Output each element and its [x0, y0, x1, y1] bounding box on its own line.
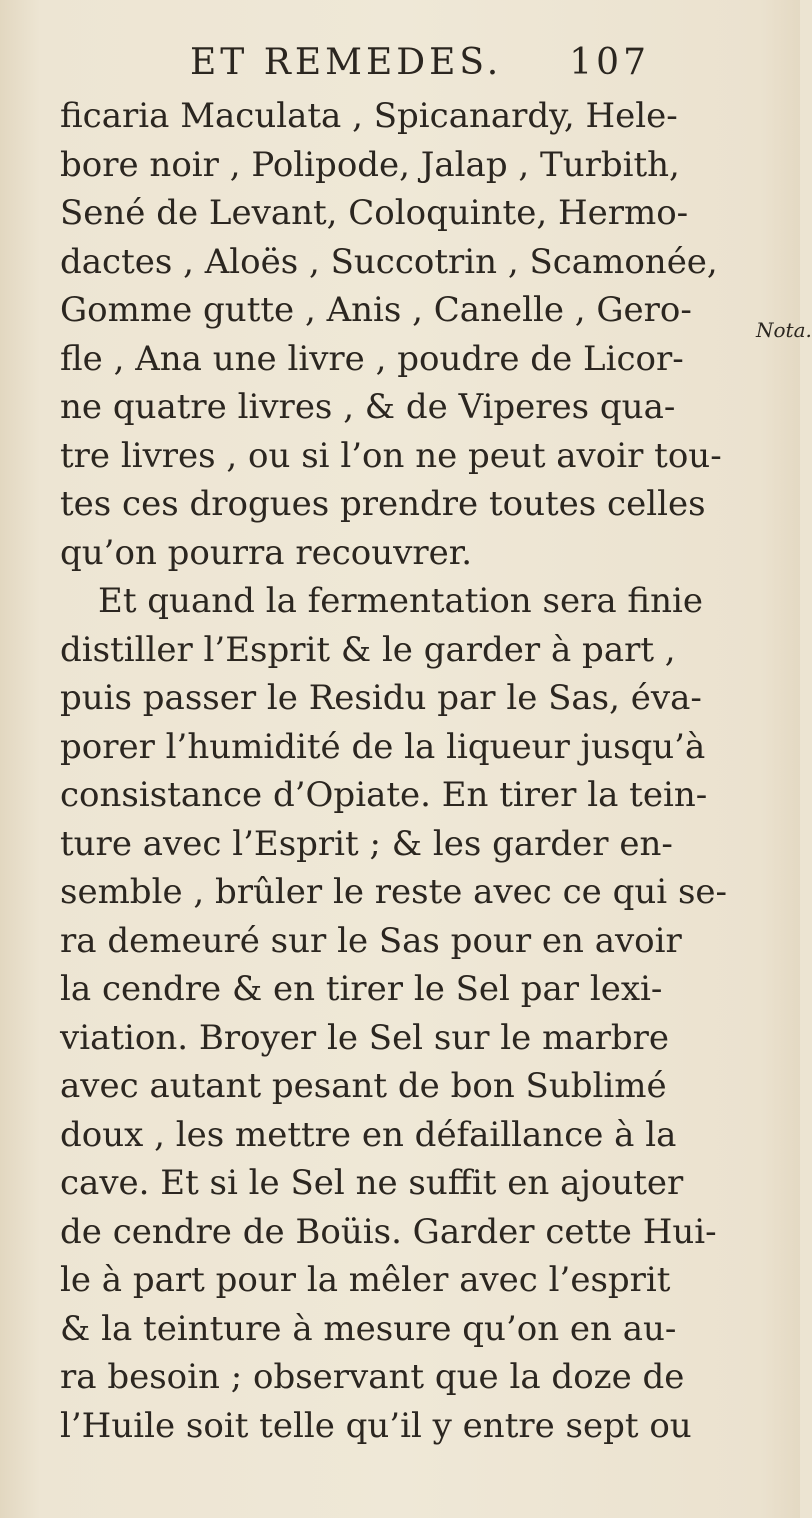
text-line: tes ces drogues prendre toutes celles [60, 484, 706, 524]
margin-note: Nota. [756, 318, 812, 342]
body-text [60, 92, 750, 1450]
text-line: ra demeuré sur le Sas pour en avoir [60, 920, 682, 961]
page-number: 107 [569, 42, 650, 83]
text-line: dactes , Aloës , Succotrin , Scamonée, [60, 241, 718, 282]
text-line: doux , les mettre en défaillance à la [60, 1114, 677, 1155]
text-line: avec autant pesant de bon Sublimé [60, 1066, 667, 1106]
text-line: puis passer le Residu par le Sas, éva- [60, 678, 702, 718]
text-line: l’Huile soit telle qu’il y entre sept ou [60, 1405, 692, 1446]
text-line: viation. Broyer le Sel sur le marbre [60, 1017, 669, 1058]
text-line: Sené de Levant, Coloquinte, Hermo- [60, 193, 689, 233]
text-line: cave. Et si le Sel ne suffit en ajouter [60, 1163, 684, 1203]
text-line: porer l’humidité de la liqueur jusqu’à [60, 726, 706, 767]
text-line: consistance d’Opiate. En tirer la tein- [60, 775, 708, 815]
text-line: de cendre de Boüis. Garder cette Hui- [60, 1211, 717, 1252]
running-title: ET REMEDES. [190, 42, 503, 83]
text-line: ture avec l’Esprit ; & les garder en- [60, 823, 673, 864]
text-line: Gomme gutte , Anis , Canelle , Gero- [60, 290, 692, 330]
text-line: & la teinture à mesure qu’on en au- [60, 1308, 677, 1349]
text-line: bore noir , Polipode, Jalap , Turbith, [60, 144, 680, 185]
text-line: qu’on pourra recouvrer. [60, 532, 473, 573]
text-line: ra besoin ; observant que la doze de [60, 1357, 685, 1397]
text-line: le à part pour la mêler avec l’esprit [60, 1260, 671, 1300]
paragraph-start-line: Et quand la fermentation sera finie [98, 581, 703, 621]
page-header [190, 42, 650, 86]
text-line: tre livres , ou si l’on ne peut avoir tou- [60, 435, 722, 476]
text-line: fle , Ana une livre , poudre de Licor- [60, 338, 684, 379]
text-line: ne quatre livres , & de Viperes qua- [60, 387, 676, 427]
text-line: distiller l’Esprit & le garder à part , [60, 629, 676, 670]
text-line: la cendre & en tirer le Sel par lexi- [60, 969, 663, 1009]
text-line: ficaria Maculata , Spicanardy, Hele- [60, 96, 678, 136]
text-line: semble , brûler le reste avec ce qui se- [60, 872, 728, 912]
